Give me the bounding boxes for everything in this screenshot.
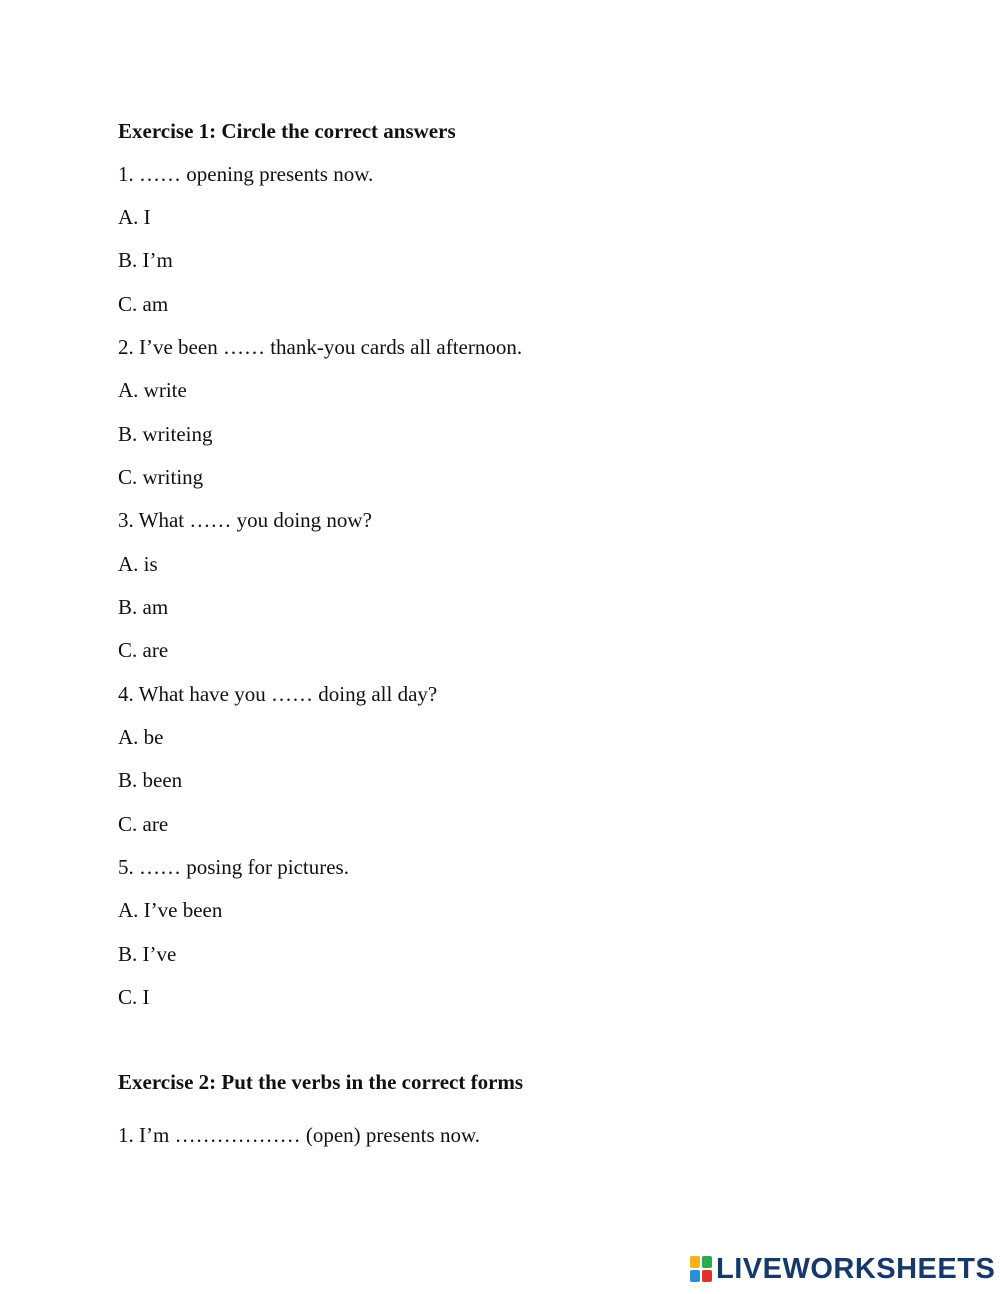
exercise-1-question-3: 3. What …… you doing now? xyxy=(118,508,372,532)
question-2-option-c[interactable]: C. writing xyxy=(118,465,204,489)
exercise-1-title: Exercise 1: Circle the correct answers xyxy=(118,119,456,143)
question-4-option-a[interactable]: A. be xyxy=(118,725,164,749)
exercise-1-question-1: 1. …… opening presents now. xyxy=(118,162,374,186)
question-2-option-b[interactable]: B. writeing xyxy=(118,422,213,446)
exercise-1-question-2: 2. I’ve been …… thank-you cards all afternoon. xyxy=(118,335,523,359)
question-5-option-b[interactable]: B. I’ve xyxy=(118,942,177,966)
question-5-option-a[interactable]: A. I’ve been xyxy=(118,898,223,922)
question-4-option-c[interactable]: C. are xyxy=(118,812,169,836)
exercise-1-question-5: 5. …… posing for pictures. xyxy=(118,855,349,879)
logo-mark-icon xyxy=(690,1256,712,1282)
question-1-option-b[interactable]: B. I’m xyxy=(118,248,173,272)
exercise-2-question-1: 1. I’m ……………… (open) presents now. xyxy=(118,1123,480,1147)
question-4-option-b[interactable]: B. been xyxy=(118,768,183,792)
liveworksheets-logo[interactable] xyxy=(690,1254,995,1284)
question-3-option-a[interactable]: A. is xyxy=(118,552,158,576)
question-2-option-a[interactable]: A. write xyxy=(118,378,187,402)
exercise-1-question-4: 4. What have you …… doing all day? xyxy=(118,682,438,706)
logo-text: LIVEWORKSHEETS xyxy=(716,1253,996,1285)
question-3-option-b[interactable]: B. am xyxy=(118,595,169,619)
question-1-option-c[interactable]: C. am xyxy=(118,292,169,316)
question-3-option-c[interactable]: C. are xyxy=(118,638,169,662)
exercise-2-title: Exercise 2: Put the verbs in the correct forms xyxy=(118,1070,524,1094)
question-5-option-c[interactable]: C. I xyxy=(118,985,150,1009)
question-1-option-a[interactable]: A. I xyxy=(118,205,151,229)
